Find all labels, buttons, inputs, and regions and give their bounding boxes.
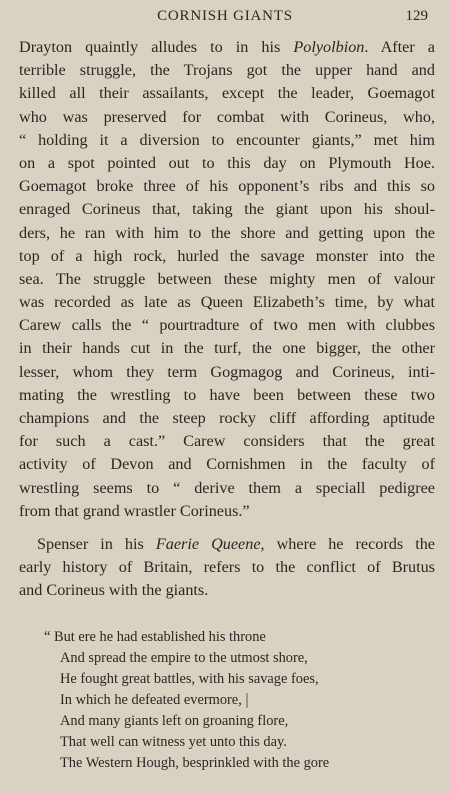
text-line: and Corineus with the giants. [19, 581, 209, 600]
verse-line: That well can witness yet unto this day. [60, 734, 287, 750]
text-line: enraged Corineus that, taking the giant upon his shoul- [19, 200, 435, 219]
text-line: top of a high rock, hurled the savage monster into the [19, 246, 435, 265]
text-line: killed all their assailants, except the leader, Goemagot [19, 84, 435, 103]
verse-line-text: In which he defeated evermore, [60, 692, 242, 708]
text-line: Drayton quaintly alludes to in his Polyolbion. After a [19, 38, 435, 56]
text-line: terrible struggle, the Trojans got the upper hand and [19, 61, 435, 80]
text-line: mating the wrestling to have been between these two [19, 385, 435, 404]
italic-title: Polyolbion [293, 38, 365, 56]
text-line: ders, he ran with him to the shore and getting upon the [19, 223, 435, 242]
page-number: 129 [405, 8, 428, 24]
text-line: who was preserved for combat with Corineus, who, [19, 107, 435, 126]
print-fleck [246, 693, 248, 708]
verse-line: And spread the empire to the utmost shore, [60, 650, 308, 666]
verse-line [44, 690, 434, 711]
text-line: was recorded as late as Queen Elizabeth’s time, by what [19, 293, 435, 312]
paragraph-drayton [19, 36, 435, 523]
text-line: early history of Britain, refers to the conflict of Brutus [19, 558, 435, 577]
verse-line: He fought great battles, with his savage foes, [60, 671, 319, 687]
italic-title: Faerie Queene [155, 535, 261, 553]
running-title: CORNISH GIANTS [157, 8, 293, 24]
text-line: sea. The struggle between these mighty men of valour [19, 269, 435, 288]
text-line: champions and the steep rocky cliff affording aptitude [19, 409, 435, 427]
text-line: from that grand wrastler Corineus.” [19, 501, 250, 520]
paragraph-spenser [19, 533, 435, 603]
verse-line: The Western Hough, besprinkled with the gore [60, 755, 330, 771]
verse-line: And many giants left on groaning flore, [60, 713, 289, 729]
text-line: activity of Devon and Cornishmen in the faculty of [19, 455, 435, 474]
text-line: Goemagot broke three of his opponent’s ribs and this so [19, 177, 435, 196]
text-line: lesser, whom they term Gogmagog and Corineus, inti- [19, 362, 435, 381]
text-line: Carew calls the “ pourtradture of two men with clubbes [19, 316, 435, 335]
verse-line: “ But ere he had established his throne [44, 629, 266, 645]
text-line: for such a cast.” Carew considers that the great [19, 432, 435, 451]
verse-quotation [44, 627, 434, 774]
running-head [0, 8, 450, 30]
text-line: Spenser in his Faerie Queene, where he records the [37, 535, 435, 553]
text-line: in their hands cut in the turf, the one bigger, the other [19, 339, 435, 358]
text-line: on a spot pointed out to this day on Plymouth Hoe. [19, 153, 435, 172]
text-line: “ holding it a diversion to encounter giants,” met him [19, 130, 435, 149]
text-line: wrestling seems to “ derive them a speciall pedigree [19, 478, 435, 497]
